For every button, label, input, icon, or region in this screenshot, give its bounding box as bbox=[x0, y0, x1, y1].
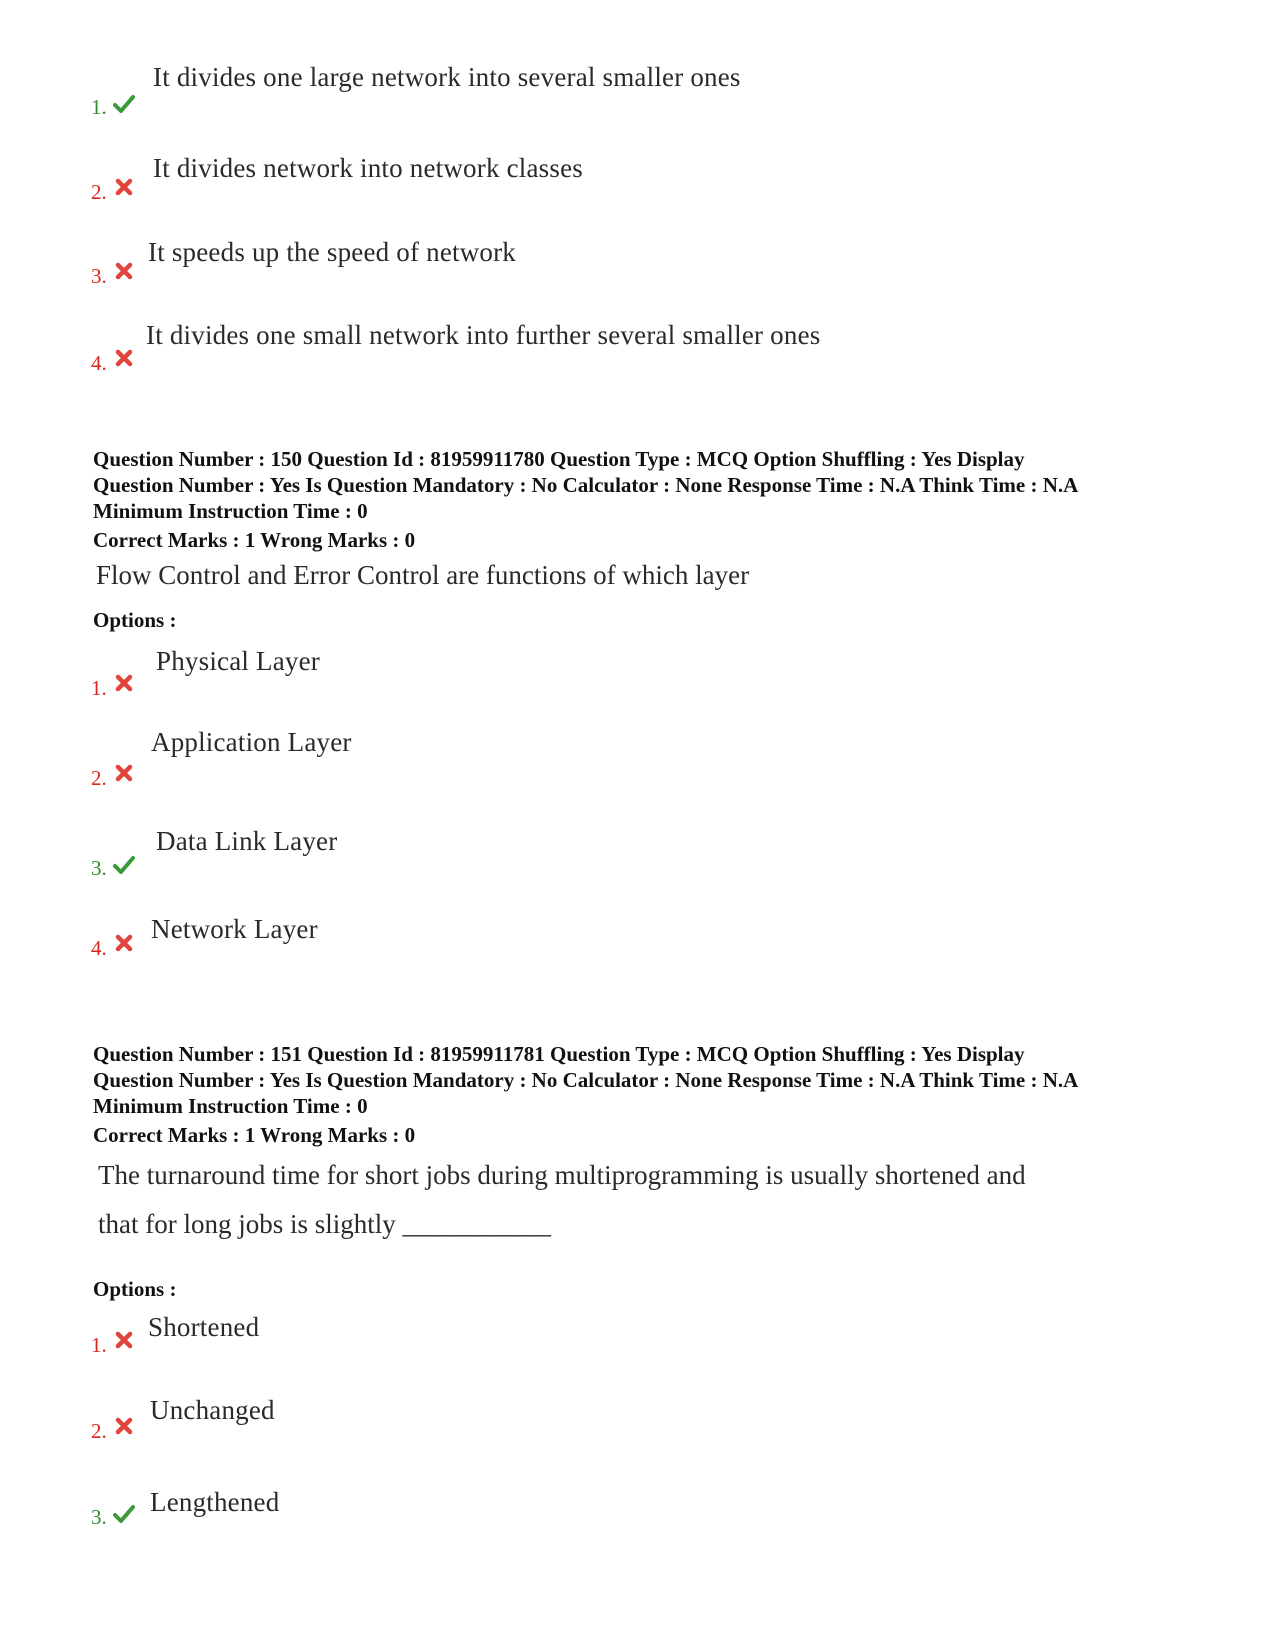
option-text: It divides one small network into further several smaller ones bbox=[146, 320, 821, 350]
meta-line: Minimum Instruction Time : 0 bbox=[93, 1094, 368, 1118]
option-number: 4. bbox=[91, 936, 107, 960]
question-text: Flow Control and Error Control are functions of which layer bbox=[96, 560, 750, 590]
option-text: Physical Layer bbox=[156, 646, 320, 676]
check-icon bbox=[113, 1503, 135, 1525]
marks-line: Correct Marks : 1 Wrong Marks : 0 bbox=[93, 528, 416, 552]
marks-line: Correct Marks : 1 Wrong Marks : 0 bbox=[93, 1123, 416, 1147]
option-number: 3. bbox=[91, 1505, 107, 1529]
meta-line: Question Number : 151 Question Id : 81959911781 Question Type : MCQ Option Shuffling : Yes Display bbox=[93, 1042, 1025, 1066]
option-number: 3. bbox=[91, 856, 107, 880]
question-text-line-2: that for long jobs is slightly ___________ bbox=[98, 1209, 552, 1239]
question-meta bbox=[93, 446, 1213, 524]
cross-icon bbox=[113, 932, 135, 954]
option-text: It divides one large network into several smaller ones bbox=[153, 62, 741, 92]
meta-line: Question Number : Yes Is Question Mandatory : No Calculator : None Response Time : N.A Think Time : N.A bbox=[93, 473, 1079, 497]
question-meta bbox=[93, 1041, 1213, 1119]
option-number: 1. bbox=[91, 676, 107, 700]
cross-icon bbox=[113, 260, 135, 282]
option-text: Network Layer bbox=[151, 914, 318, 944]
option-number: 2. bbox=[91, 1419, 107, 1443]
question-text-line-1: The turnaround time for short jobs during multiprogramming is usually shortened and bbox=[98, 1160, 1026, 1190]
options-label: Options : bbox=[93, 608, 177, 632]
cross-icon bbox=[113, 1415, 135, 1437]
option-text: Shortened bbox=[148, 1312, 260, 1342]
option-number: 3. bbox=[91, 264, 107, 288]
option-text: Unchanged bbox=[150, 1395, 275, 1425]
option-text: Lengthened bbox=[150, 1487, 280, 1517]
options-label: Options : bbox=[93, 1277, 177, 1301]
option-number: 2. bbox=[91, 180, 107, 204]
option-number: 1. bbox=[91, 95, 107, 119]
option-text: Application Layer bbox=[151, 727, 352, 757]
check-icon bbox=[113, 854, 135, 876]
option-text: It speeds up the speed of network bbox=[148, 237, 517, 267]
cross-icon bbox=[113, 672, 135, 694]
cross-icon bbox=[113, 762, 135, 784]
meta-line: Question Number : 150 Question Id : 81959911780 Question Type : MCQ Option Shuffling : Yes Display bbox=[93, 447, 1025, 471]
cross-icon bbox=[113, 176, 135, 198]
option-number: 2. bbox=[91, 766, 107, 790]
option-text: Data Link Layer bbox=[156, 826, 338, 856]
cross-icon bbox=[113, 347, 135, 369]
option-number: 4. bbox=[91, 351, 107, 375]
meta-line: Minimum Instruction Time : 0 bbox=[93, 499, 368, 523]
option-number: 1. bbox=[91, 1333, 107, 1357]
check-icon bbox=[113, 93, 135, 115]
cross-icon bbox=[113, 1329, 135, 1351]
meta-line: Question Number : Yes Is Question Mandatory : No Calculator : None Response Time : N.A Think Time : N.A bbox=[93, 1068, 1079, 1092]
option-text: It divides network into network classes bbox=[153, 153, 583, 183]
